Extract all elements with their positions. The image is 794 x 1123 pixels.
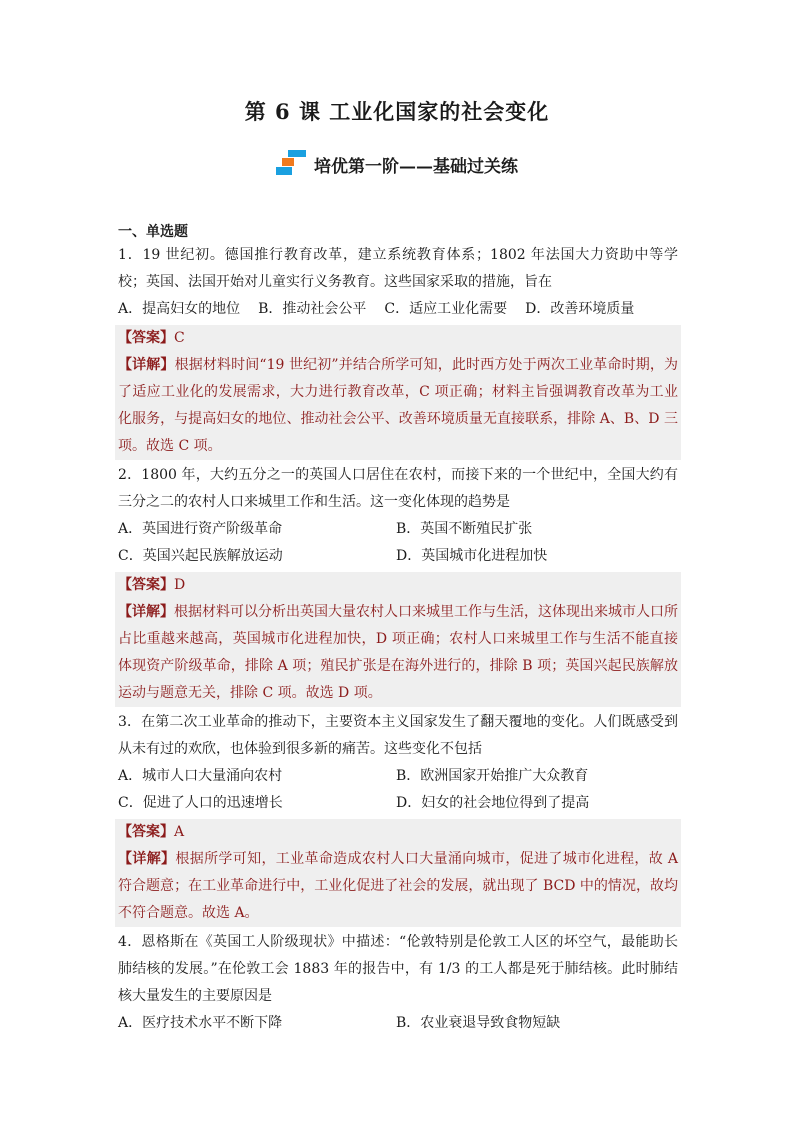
blocks-logo-icon	[276, 150, 308, 178]
detail-tag: 【详解】	[118, 357, 175, 373]
question-3-answer-box	[115, 819, 681, 927]
option-d: D．改善环境质量	[525, 301, 635, 317]
question-1-options	[118, 296, 678, 323]
answer-value: D	[174, 577, 186, 593]
option-c: C．英国兴起民族解放运动	[118, 548, 283, 564]
question-4-stem: 4．恩格斯在《英国工人阶级现状》中描述：“伦敦特别是伦敦工人区的坏空气，最能助长肺结核的发展。”在伦敦工会 1883 年的报告中，有 1/3 的工人都是死于肺结核。此时肺结核大量发生的主要原因是	[118, 934, 678, 1004]
lesson-title: 第 6 课 工业化国家的社会变化	[244, 99, 550, 124]
detail-line	[118, 846, 678, 927]
answer-tag: 【答案】	[118, 330, 174, 346]
answer-value: A	[174, 824, 185, 840]
option-c: C．适应工业化需要	[384, 301, 508, 317]
answer-line	[118, 325, 678, 352]
detail-line	[118, 352, 678, 460]
option-a: A．医疗技术水平不断下降	[118, 1015, 283, 1031]
question-4-options	[118, 1010, 678, 1037]
question-2-stem: 2．1800 年，大约五分之一的英国人口居住在农村，而接下来的一个世纪中，全国大约有三分之二的农村人口来城里工作和生活。这一变化体现的趋势是	[118, 467, 678, 510]
option-a: A．英国进行资产阶级革命	[118, 521, 283, 537]
detail-text: 根据材料时间“19 世纪初”并结合所学可知，此时西方处于两次工业革命时期，为了适应工业化的发展需求，大力进行教育改革，C 项正确；材料主旨强调教育改革为工业化服务，与提高妇女的地位、推动社会公平、改善环境质量无直接联系，排除 A、B、D 三项。故选 C 项。	[118, 357, 679, 454]
question-2-options	[118, 516, 678, 570]
answer-line	[118, 572, 678, 599]
question-1-stem: 1．19 世纪初。德国推行教育改革，建立系统教育体系；1802 年法国大力资助中等学校；英国、法国开始对儿童实行义务教育。这些国家采取的措施，旨在	[118, 247, 678, 290]
option-d: D．妇女的社会地位得到了提高	[396, 795, 590, 811]
question-3-options	[118, 763, 678, 817]
question-3-stem: 3．在第二次工业革命的推动下，主要资本主义国家发生了翻天覆地的变化。人们既感受到从未有过的欢欣，也体验到很多新的痛苦。这些变化不包括	[118, 714, 678, 757]
answer-tag: 【答案】	[118, 577, 174, 593]
detail-text: 根据材料可以分析出英国大量农村人口来城里工作与生活，这体现出来城市人口所占比重越来越高，英国城市化进程加快，D 项正确；农村人口来城里工作与生活不能直接体现资产阶级革命，排除 A 项；殖民扩张是在海外进行的，排除 B 项；英国兴起民族解放运动与题意无关，排除 C 项。故选 D 项。	[118, 604, 678, 701]
section-heading: 一、单选题	[118, 224, 188, 240]
question-1-answer-box	[115, 325, 681, 460]
option-a: A．城市人口大量涌向农村	[118, 768, 283, 784]
detail-text: 根据所学可知，工业革命造成农村人口大量涌向城市，促进了城市化进程，故 A 符合题意；在工业革命进行中，工业化促进了社会的发展，就出现了 BCD 中的情况，故均不符合题意。故选 A。	[118, 851, 679, 921]
detail-line	[118, 599, 678, 707]
subtitle-row	[0, 150, 794, 178]
option-b: B．欧洲国家开始推广大众教育	[396, 768, 589, 784]
answer-value: C	[174, 330, 185, 346]
question-content	[118, 222, 678, 1037]
option-a: A．提高妇女的地位	[118, 301, 241, 317]
answer-line	[118, 819, 678, 846]
option-c: C．促进了人口的迅速增长	[118, 795, 283, 811]
section-subtitle: 培优第一阶——基础过关练	[314, 156, 518, 177]
option-b: B．农业衰退导致食物短缺	[396, 1015, 561, 1031]
answer-tag: 【答案】	[118, 824, 174, 840]
detail-tag: 【详解】	[118, 604, 174, 620]
option-d: D．英国城市化进程加快	[396, 548, 548, 564]
option-b: B．英国不断殖民扩张	[396, 521, 533, 537]
question-2-answer-box	[115, 572, 681, 707]
option-b: B．推动社会公平	[258, 301, 367, 317]
detail-tag: 【详解】	[118, 851, 176, 867]
